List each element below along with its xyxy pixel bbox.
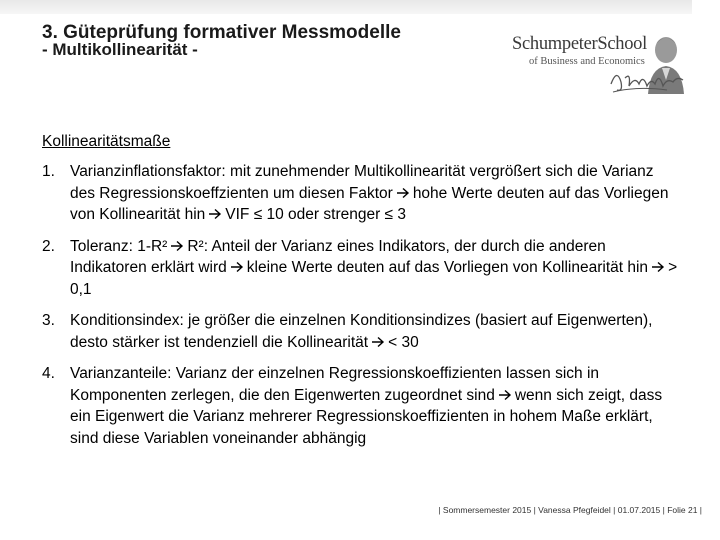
item-text-part: Varianzinflationsfaktor: mit zunehmender Multikollinearität vergrößert sich die Varianz des Regressionskoeffzienten um diesen Faktor (70, 163, 654, 202)
item-number: 4. (42, 365, 55, 382)
slide-title: 3. Güteprüfung formativer Messmodelle (42, 22, 401, 43)
arrow-right-icon (371, 336, 385, 348)
slide-subtitle: - Multikollinearität - (42, 40, 198, 59)
item-text-part: hohe Werte deuten auf das Vorliegen von Kollinearität hin (70, 184, 669, 223)
criteria-list (42, 161, 682, 449)
item-text (70, 161, 682, 226)
item-text-part: > 0,1 (70, 259, 678, 298)
slide-content (42, 133, 682, 459)
item-text (70, 363, 682, 449)
arrow-right-icon (230, 261, 244, 273)
item-number: 1. (42, 163, 55, 180)
item-text-part: R²: Anteil der Varianz eines Indikators, der durch die anderen Indikatoren erklärt wird (70, 237, 606, 276)
item-text-part: kleine Werte deuten auf das Vorliegen von Kollinearität hin (246, 259, 649, 276)
list-item (42, 310, 682, 353)
arrow-right-icon (651, 261, 665, 273)
logo-name: SchumpeterSchool (512, 34, 647, 54)
item-text-part: Toleranz: 1-R² (70, 237, 168, 255)
logo-tagline: of Business and Economics (529, 56, 645, 67)
arrow-right-icon (498, 389, 512, 401)
arrow-right-icon (170, 240, 184, 252)
item-text-part: VIF ≤ 10 oder strenger ≤ 3 (225, 206, 406, 223)
slide-footer: | Sommersemester 2015 | Vanessa Pfegfeidel | 01.07.2015 | Folie 21 | (438, 505, 702, 515)
top-bar (0, 0, 692, 14)
item-text-part: wenn sich zeigt, dass ein Eigenwert die Varianz mehrerer Regressionskoeffizienten in hohem Maße erklärt, sind diese Variablen voneinander abhängig (70, 386, 663, 447)
item-text (70, 310, 682, 353)
item-text-part: Konditionsindex: je größer die einzelnen Konditionsindizes (basiert auf Eigenwerten), desto stärker ist tendenziell die Kollinearität (70, 312, 653, 351)
school-logo (512, 28, 702, 98)
section-heading: Kollinearitätsmaße (42, 133, 171, 150)
item-number: 2. (42, 237, 55, 255)
item-text (70, 236, 682, 301)
list-item (42, 236, 682, 301)
signature-icon (607, 64, 687, 96)
list-item (42, 363, 682, 449)
arrow-right-icon (396, 187, 410, 199)
item-number: 3. (42, 312, 55, 329)
arrow-right-icon (208, 208, 222, 220)
item-text-part: Varianzanteile: Varianz der einzelnen Regressionskoeffizienten lassen sich in Komponenten zerlegen, die den Eigenwerten zugeordnet sind (70, 365, 600, 404)
item-text-part: < 30 (388, 333, 419, 351)
list-item (42, 161, 682, 226)
